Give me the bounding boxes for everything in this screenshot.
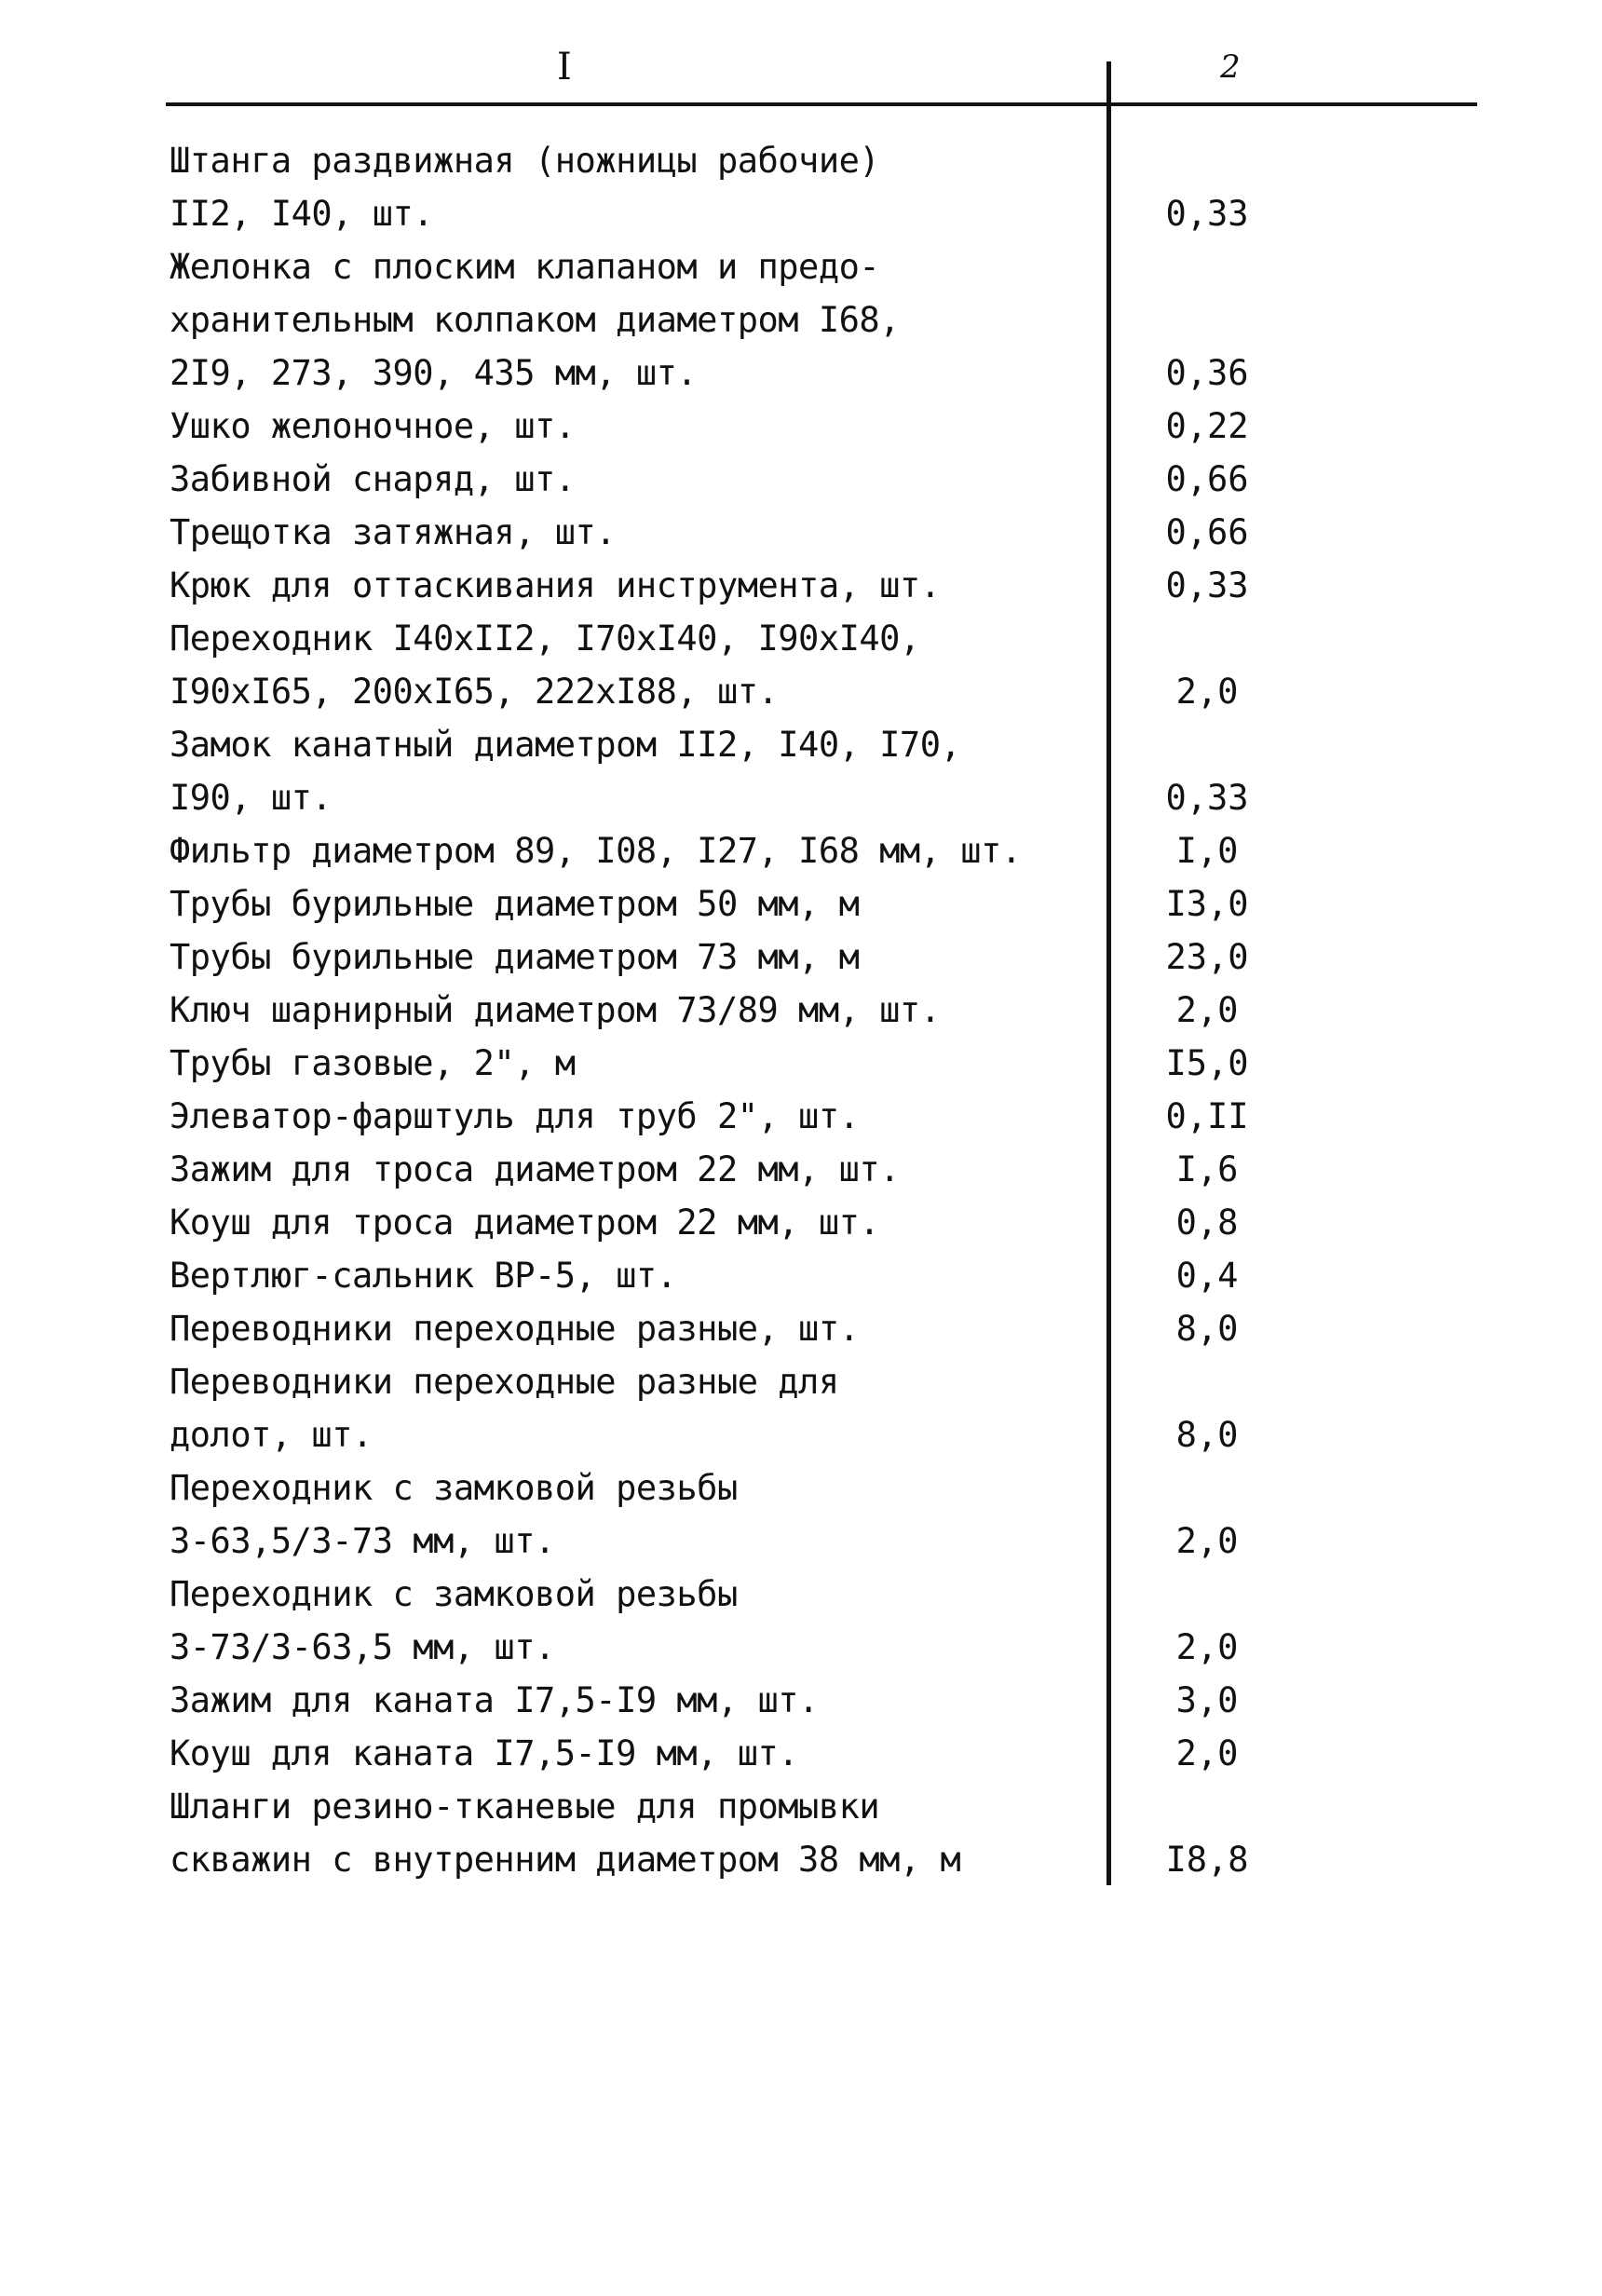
item-quantity: I,0	[1175, 831, 1239, 871]
item-quantity: 2,0	[1175, 1627, 1239, 1667]
item-name: Трубы бурильные диаметром 73 мм, м	[170, 937, 860, 977]
item-name: Ушко желоночное, шт.	[170, 406, 576, 446]
table-row	[0, 1302, 1602, 1355]
item-name: Зажим для каната I7,5-I9 мм, шт.	[170, 1680, 819, 1720]
table-row	[0, 1037, 1602, 1090]
table-row	[0, 1249, 1602, 1302]
table-row	[0, 1143, 1602, 1196]
item-quantity: 0,36	[1165, 353, 1249, 393]
table-row	[0, 1408, 1602, 1461]
item-quantity: 0,66	[1165, 459, 1249, 499]
item-quantity: 0,22	[1165, 406, 1249, 446]
item-name: Штанга раздвижная (ножницы рабочие)	[170, 141, 880, 181]
item-quantity: 0,33	[1165, 565, 1249, 605]
item-name: долот, шт.	[170, 1415, 373, 1455]
item-quantity: I8,8	[1165, 1840, 1249, 1880]
table-row	[0, 1674, 1602, 1727]
column-header-1: I	[557, 46, 572, 88]
item-name: Переводники переходные разные, шт.	[170, 1309, 860, 1349]
header-rule	[166, 102, 1477, 106]
item-quantity: 0,4	[1175, 1256, 1239, 1296]
table-row	[0, 346, 1602, 400]
item-name: Замок канатный диаметром II2, I40, I70,	[170, 725, 961, 765]
item-name: Переходник I40хII2, I70хI40, I90хI40,	[170, 618, 920, 659]
item-name: Элеватор-фарштуль для труб 2", шт.	[170, 1096, 860, 1136]
item-name: II2, I40, шт.	[170, 194, 434, 234]
item-name: Вертлюг-сальник ВР-5, шт.	[170, 1256, 677, 1296]
table-row	[0, 1621, 1602, 1674]
item-quantity: 0,8	[1175, 1202, 1239, 1243]
item-quantity: 0,33	[1165, 778, 1249, 818]
item-name: Переходник с замковой резьбы	[170, 1468, 738, 1508]
table-row	[0, 453, 1602, 506]
item-quantity: 8,0	[1175, 1309, 1239, 1349]
item-name: Коуш для каната I7,5-I9 мм, шт.	[170, 1733, 799, 1773]
item-quantity: 0,33	[1165, 194, 1249, 234]
item-quantity: 2,0	[1175, 672, 1239, 712]
item-name: I90хI65, 200хI65, 222хI88, шт.	[170, 672, 779, 712]
item-quantity: I5,0	[1165, 1043, 1249, 1083]
table-row	[0, 1461, 1602, 1515]
table-row	[0, 1833, 1602, 1886]
item-name: 2I9, 273, 390, 435 мм, шт.	[170, 353, 698, 393]
item-name: Переходник с замковой резьбы	[170, 1574, 738, 1614]
table-row	[0, 612, 1602, 665]
table-row	[0, 1727, 1602, 1780]
table-row	[0, 559, 1602, 612]
item-name: Трубы газовые, 2", м	[170, 1043, 576, 1083]
table-row	[0, 718, 1602, 771]
item-name: Фильтр диаметром 89, I08, I27, I68 мм, шт.	[170, 831, 1022, 871]
item-quantity: 3,0	[1175, 1680, 1239, 1720]
table-row	[0, 293, 1602, 346]
item-name: Забивной снаряд, шт.	[170, 459, 576, 499]
table-row	[0, 506, 1602, 559]
item-quantity: I,6	[1175, 1149, 1239, 1189]
table-body	[0, 134, 1602, 1886]
item-name: Шланги резино-тканевые для промывки	[170, 1787, 880, 1827]
table-row	[0, 877, 1602, 931]
table-row	[0, 1196, 1602, 1249]
item-name: скважин с внутренним диаметром 38 мм, м	[170, 1840, 961, 1880]
item-quantity: 0,II	[1165, 1096, 1249, 1136]
table-row	[0, 400, 1602, 453]
table-row	[0, 134, 1602, 187]
item-quantity: 2,0	[1175, 990, 1239, 1030]
table-row	[0, 824, 1602, 877]
column-header-2: 2	[1220, 48, 1241, 86]
item-name: Коуш для троса диаметром 22 мм, шт.	[170, 1202, 880, 1243]
item-quantity: 2,0	[1175, 1733, 1239, 1773]
item-quantity: 8,0	[1175, 1415, 1239, 1455]
table-row	[0, 1568, 1602, 1621]
table-row	[0, 984, 1602, 1037]
item-name: Крюк для оттаскивания инструмента, шт.	[170, 565, 941, 605]
item-name: Трещотка затяжная, шт.	[170, 512, 617, 552]
item-name: 3-73/3-63,5 мм, шт.	[170, 1627, 555, 1667]
table-row	[0, 1780, 1602, 1833]
table-row	[0, 771, 1602, 824]
table-row	[0, 187, 1602, 240]
table-row	[0, 1515, 1602, 1568]
item-name: I90, шт.	[170, 778, 333, 818]
item-quantity: I3,0	[1165, 884, 1249, 924]
item-name: Трубы бурильные диаметром 50 мм, м	[170, 884, 860, 924]
table-row	[0, 1090, 1602, 1143]
item-quantity: 0,66	[1165, 512, 1249, 552]
item-name: хранительным колпаком диаметром I68,	[170, 300, 900, 340]
table-row	[0, 931, 1602, 984]
item-quantity: 2,0	[1175, 1521, 1239, 1561]
table-row	[0, 240, 1602, 293]
item-name: Ключ шарнирный диаметром 73/89 мм, шт.	[170, 990, 941, 1030]
item-name: 3-63,5/3-73 мм, шт.	[170, 1521, 555, 1561]
table-row	[0, 1355, 1602, 1408]
item-quantity: 23,0	[1165, 937, 1249, 977]
item-name: Зажим для троса диаметром 22 мм, шт.	[170, 1149, 900, 1189]
item-name: Желонка с плоским клапаном и предо-	[170, 247, 880, 287]
item-name: Переводники переходные разные для	[170, 1362, 839, 1402]
table-row	[0, 665, 1602, 718]
